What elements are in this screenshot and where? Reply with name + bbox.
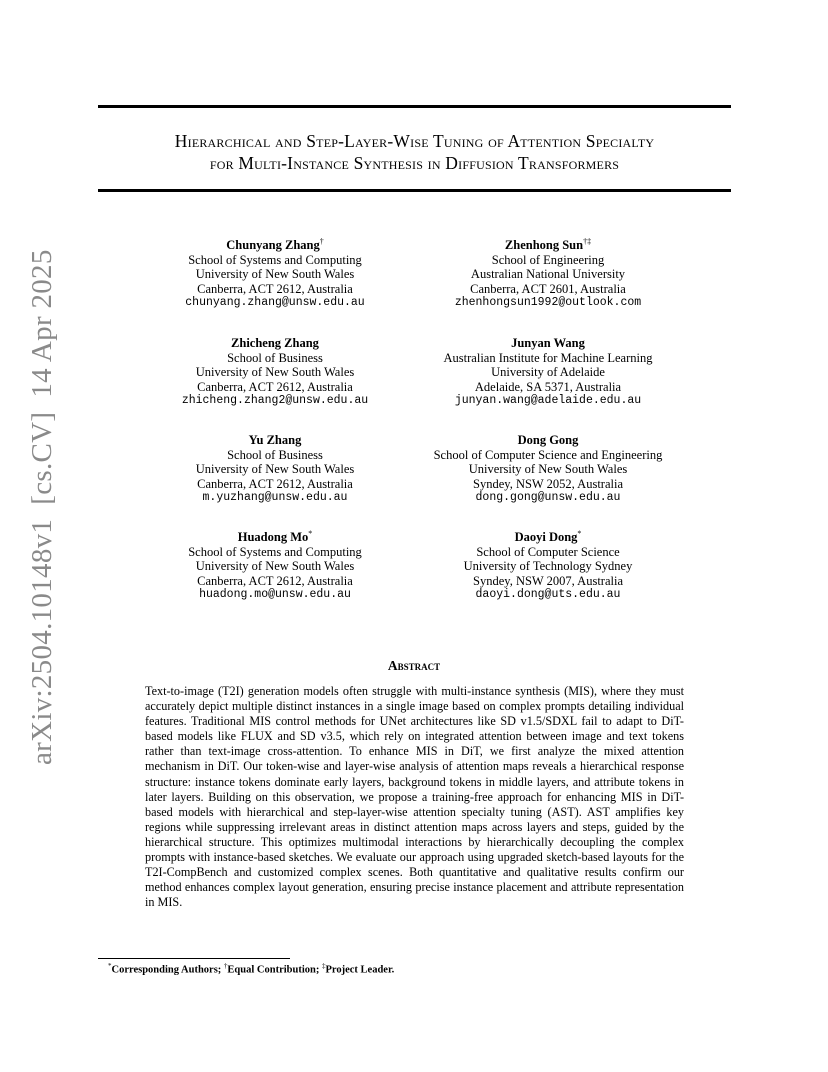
author-name: Chunyang Zhang (226, 238, 320, 252)
author-email[interactable]: zhenhongsun1992@outlook.com (454, 296, 642, 310)
arxiv-category: [cs.CV] (25, 411, 58, 505)
abstract-heading: Abstract (387, 658, 441, 673)
author-block (400, 238, 696, 311)
author-org: University of New South Wales (195, 267, 355, 282)
author-location: Canberra, ACT 2612, Australia (197, 573, 353, 588)
author-mark: †‡ (583, 236, 592, 246)
author-name: Zhicheng Zhang (231, 336, 319, 350)
author-block (140, 530, 410, 603)
author-org: University of New South Wales (195, 559, 355, 574)
footnote-mark-corresponding: * (108, 962, 112, 970)
footnote-equal: Equal Contribution; (227, 964, 322, 976)
author-block (140, 336, 410, 409)
author-dept: School of Computer Science (476, 544, 620, 559)
author-location: Canberra, ACT 2612, Australia (197, 476, 353, 491)
author-location: Canberra, ACT 2612, Australia (197, 379, 353, 394)
author-dept: School of Computer Science and Engineering (433, 447, 663, 462)
author-org: University of New South Wales (195, 365, 355, 380)
author-location: Canberra, ACT 2612, Australia (197, 281, 353, 296)
footnote-mark-leader: ‡ (321, 962, 326, 970)
author-dept: School of Business (227, 350, 323, 365)
author-block (400, 530, 696, 603)
author-mark: * (308, 528, 313, 538)
footnote-rule (98, 958, 290, 959)
author-name: Daoyi Dong (514, 530, 578, 544)
author-dept: School of Systems and Computing (188, 252, 362, 267)
author-email[interactable]: chunyang.zhang@unsw.edu.au (185, 296, 365, 310)
author-email[interactable]: dong.gong@unsw.edu.au (475, 491, 621, 505)
footnote-mark-equal: † (223, 962, 228, 970)
footnote-leader: Project Leader. (325, 964, 395, 976)
author-name: Zhenhong Sun (504, 238, 584, 252)
author-block (140, 433, 410, 506)
author-email[interactable]: daoyi.dong@uts.edu.au (475, 588, 621, 602)
author-block (400, 433, 696, 506)
author-location: Syndey, NSW 2052, Australia (473, 476, 623, 491)
author-location: Adelaide, SA 5371, Australia (474, 379, 622, 394)
author-name: Huadong Mo (237, 530, 309, 544)
title-line-2: for Multi-Instance Synthesis in Diffusion Transformers (209, 153, 620, 173)
author-mark: † (319, 236, 324, 246)
author-block (400, 336, 696, 409)
author-email[interactable]: junyan.wang@adelaide.edu.au (454, 394, 642, 408)
abstract-text: Text-to-image (T2I) generation models often struggle with multi-instance synthesis (MIS), where they must accurately depict multiple distinct instances in a single image based on complex prompts detailing individual features. Traditional MIS control methods for UNet architectures like SD v1.5/SDXL fail to adapt to DiT-based models like FLUX and SD v3.5, which rely on integrated attention between image and text tokens rather than text-image cross-attention. To enhance MIS in DiT, we first analyze the mixed attention mechanism in DiT. Our token-wise and layer-wise analysis of attention maps reveals a hierarchical response structure: instance tokens dominate early layers, background tokens in middle layers, and attribute tokens in later layers. Building on this observation, we propose a training-free approach for enhancing MIS in DiT-based models with hierarchical and step-layer-wise attention specialty tuning (AST). AST amplifies key regions while suppressing irrelevant areas in distinct attention maps across layers and steps, guided by the hierarchical structure. This optimizes multimodal interactions by hierarchically decoupling the complex prompts with instance-based sketches. We evaluate our approach using upgraded sketch-based layouts for the T2I-CompBench and customized complex scenes. Both quantitative and qualitative results confirm our method enhances complex layout generation, ensuring precise instance placement and attribute representation in MIS. (145, 684, 684, 910)
arxiv-date: 14 Apr 2025 (25, 249, 58, 398)
footnote (108, 962, 394, 976)
author-dept: School of Engineering (491, 252, 605, 267)
arxiv-id: arXiv:2504.10148v1 (25, 518, 58, 765)
author-email[interactable]: zhicheng.zhang2@unsw.edu.au (181, 394, 369, 408)
paper-title (98, 130, 731, 174)
author-org: Australian National University (470, 267, 626, 282)
author-org: University of Technology Sydney (463, 559, 633, 574)
author-location: Syndey, NSW 2007, Australia (473, 573, 623, 588)
author-location: Canberra, ACT 2601, Australia (470, 281, 626, 296)
author-name: Junyan Wang (511, 336, 585, 350)
title-rule-top (98, 105, 731, 108)
author-name: Dong Gong (517, 433, 579, 447)
title-line-1: Hierarchical and Step-Layer-Wise Tuning of Attention Specialty (174, 131, 655, 151)
author-org: University of Adelaide (491, 365, 605, 380)
title-rule-bottom (98, 189, 731, 192)
arxiv-identifier (22, 249, 62, 765)
author-dept: School of Business (227, 447, 323, 462)
footnote-corresponding: Corresponding Authors; (111, 964, 224, 976)
author-name: Yu Zhang (248, 433, 302, 447)
author-org: University of New South Wales (468, 462, 628, 477)
author-dept: Australian Institute for Machine Learning (443, 350, 653, 365)
author-email[interactable]: m.yuzhang@unsw.edu.au (202, 491, 348, 505)
author-block (140, 238, 410, 311)
author-org: University of New South Wales (195, 462, 355, 477)
author-dept: School of Systems and Computing (188, 544, 362, 559)
author-email[interactable]: huadong.mo@unsw.edu.au (199, 588, 351, 602)
author-mark: * (577, 528, 582, 538)
